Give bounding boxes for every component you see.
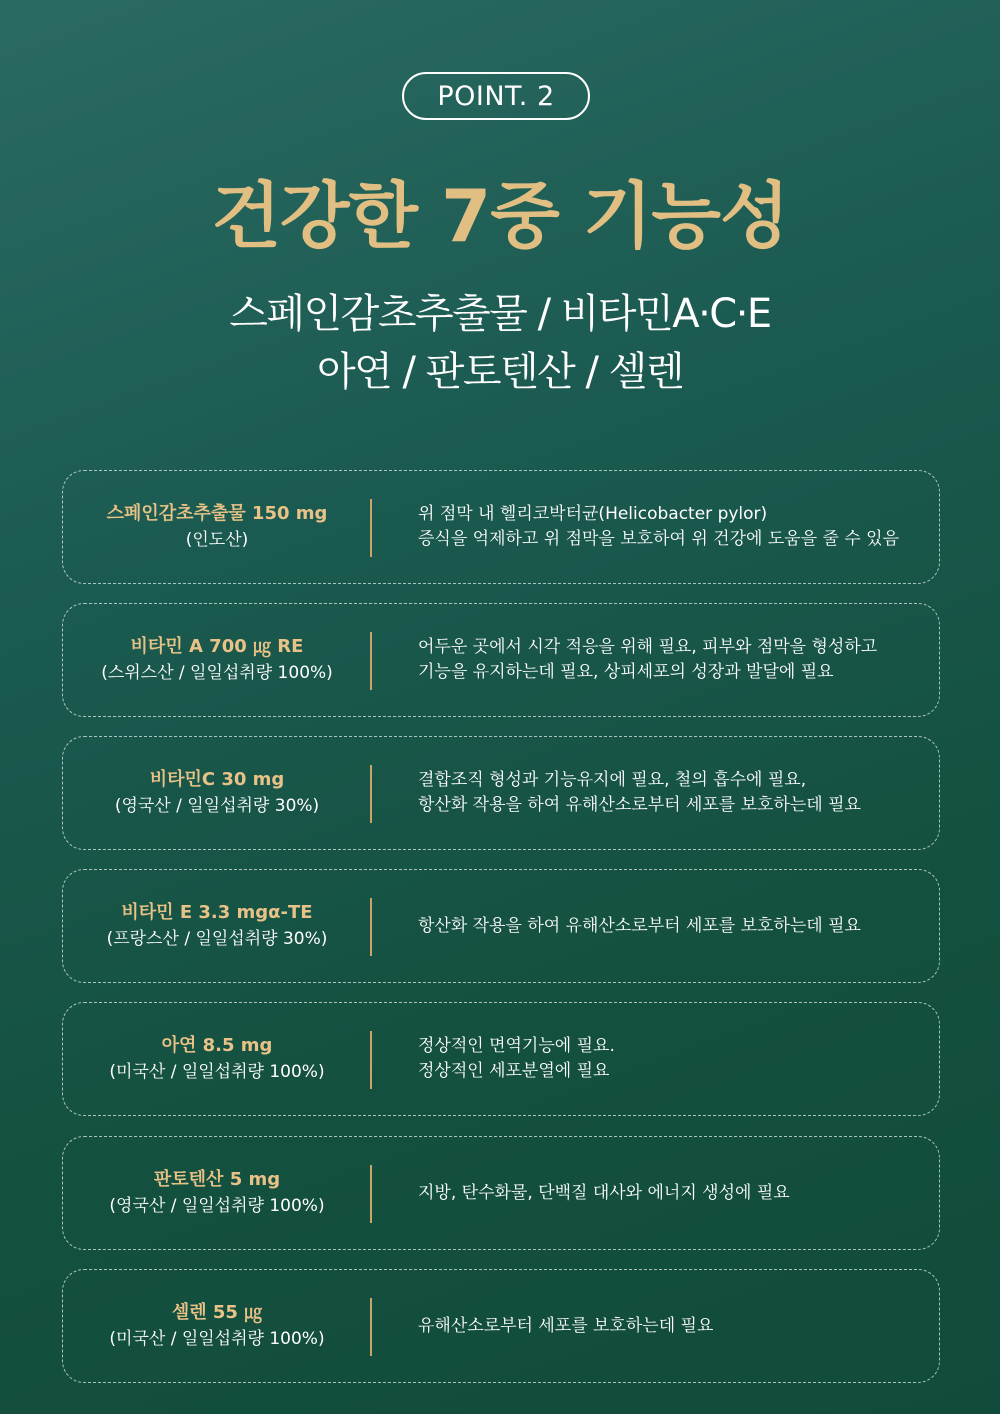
card-divider <box>370 632 372 690</box>
ingredient-card <box>62 736 940 850</box>
description-line: 증식을 억제하고 위 점막을 보호하여 위 건강에 도움을 줄 수 있음 <box>418 529 900 549</box>
card-divider <box>370 499 372 557</box>
ingredient-name: 판토텐산 5 mg <box>153 1169 281 1190</box>
card-divider <box>370 765 372 823</box>
description-line: 항산화 작용을 하여 유해산소로부터 세포를 보호하는데 필요 <box>418 915 861 936</box>
ingredient-origin: (미국산 / 일일섭취량 100%) <box>109 1062 325 1082</box>
ingredient-card <box>62 603 940 717</box>
ingredient-description <box>418 870 919 982</box>
ingredient-summary-line-1: 스페인감초추출물 / 비타민A·C·E <box>229 291 771 337</box>
ingredient-description <box>418 604 919 716</box>
card-divider <box>370 1298 372 1356</box>
description-line: 기능을 유지하는데 필요, 상피세포의 성장과 발달에 필요 <box>418 662 834 682</box>
card-divider <box>370 1031 372 1089</box>
card-divider <box>370 898 372 956</box>
ingredient-origin: (미국산 / 일일섭취량 100%) <box>109 1329 325 1349</box>
ingredient-name: 셀렌 55 ㎍ <box>171 1302 263 1323</box>
ingredient-info <box>63 471 371 583</box>
ingredient-description <box>418 1003 919 1115</box>
ingredient-info <box>63 1003 371 1115</box>
description-line: 항산화 작용을 하여 유해산소로부터 세포를 보호하는데 필요 <box>418 795 861 815</box>
ingredient-info <box>63 737 371 849</box>
ingredient-origin: (스위스산 / 일일섭취량 100%) <box>101 663 333 683</box>
ingredient-description <box>418 1137 919 1249</box>
description-line: 유해산소로부터 세포를 보호하는데 필요 <box>418 1315 714 1336</box>
ingredient-description <box>418 471 919 583</box>
ingredient-card <box>62 1269 940 1383</box>
ingredient-origin: (영국산 / 일일섭취량 100%) <box>109 1196 325 1216</box>
point-badge: POINT. 2 <box>402 72 590 120</box>
ingredient-card <box>62 1136 940 1250</box>
ingredient-info <box>63 604 371 716</box>
ingredient-card <box>62 869 940 983</box>
ingredient-name: 비타민C 30 mg <box>149 769 285 790</box>
description-line: 정상적인 세포분열에 필요 <box>418 1061 610 1081</box>
ingredient-name: 비타민 A 700 ㎍ RE <box>130 636 304 657</box>
ingredient-card <box>62 470 940 584</box>
description-line: 결합조직 형성과 기능유지에 필요, 철의 흡수에 필요, <box>418 770 807 790</box>
ingredient-origin: (영국산 / 일일섭취량 30%) <box>114 796 320 816</box>
description-line: 정상적인 면역기능에 필요. <box>418 1036 615 1056</box>
card-divider <box>370 1165 372 1223</box>
ingredient-description <box>418 737 919 849</box>
ingredient-name: 스페인감초추출물 150 mg <box>106 503 328 524</box>
ingredient-info <box>63 1270 371 1382</box>
ingredient-name: 아연 8.5 mg <box>161 1035 273 1056</box>
description-line: 위 점막 내 헬리코박터균(Helicobacter pylor) <box>418 504 768 524</box>
page-title: 건강한 7중 기능성 <box>211 174 789 258</box>
description-line: 어두운 곳에서 시각 적응을 위해 필요, 피부와 점막을 형성하고 <box>418 637 878 657</box>
ingredient-description <box>418 1270 919 1382</box>
ingredient-origin: (인도산) <box>185 530 249 550</box>
ingredient-summary-line-2: 아연 / 판토텐산 / 셀렌 <box>317 349 683 395</box>
ingredient-info <box>63 870 371 982</box>
description-line: 지방, 탄수화물, 단백질 대사와 에너지 생성에 필요 <box>418 1182 790 1203</box>
ingredient-info <box>63 1137 371 1249</box>
ingredient-origin: (프랑스산 / 일일섭취량 30%) <box>106 929 328 949</box>
ingredient-name: 비타민 E 3.3 mgα-TE <box>121 902 313 923</box>
ingredient-card <box>62 1002 940 1116</box>
